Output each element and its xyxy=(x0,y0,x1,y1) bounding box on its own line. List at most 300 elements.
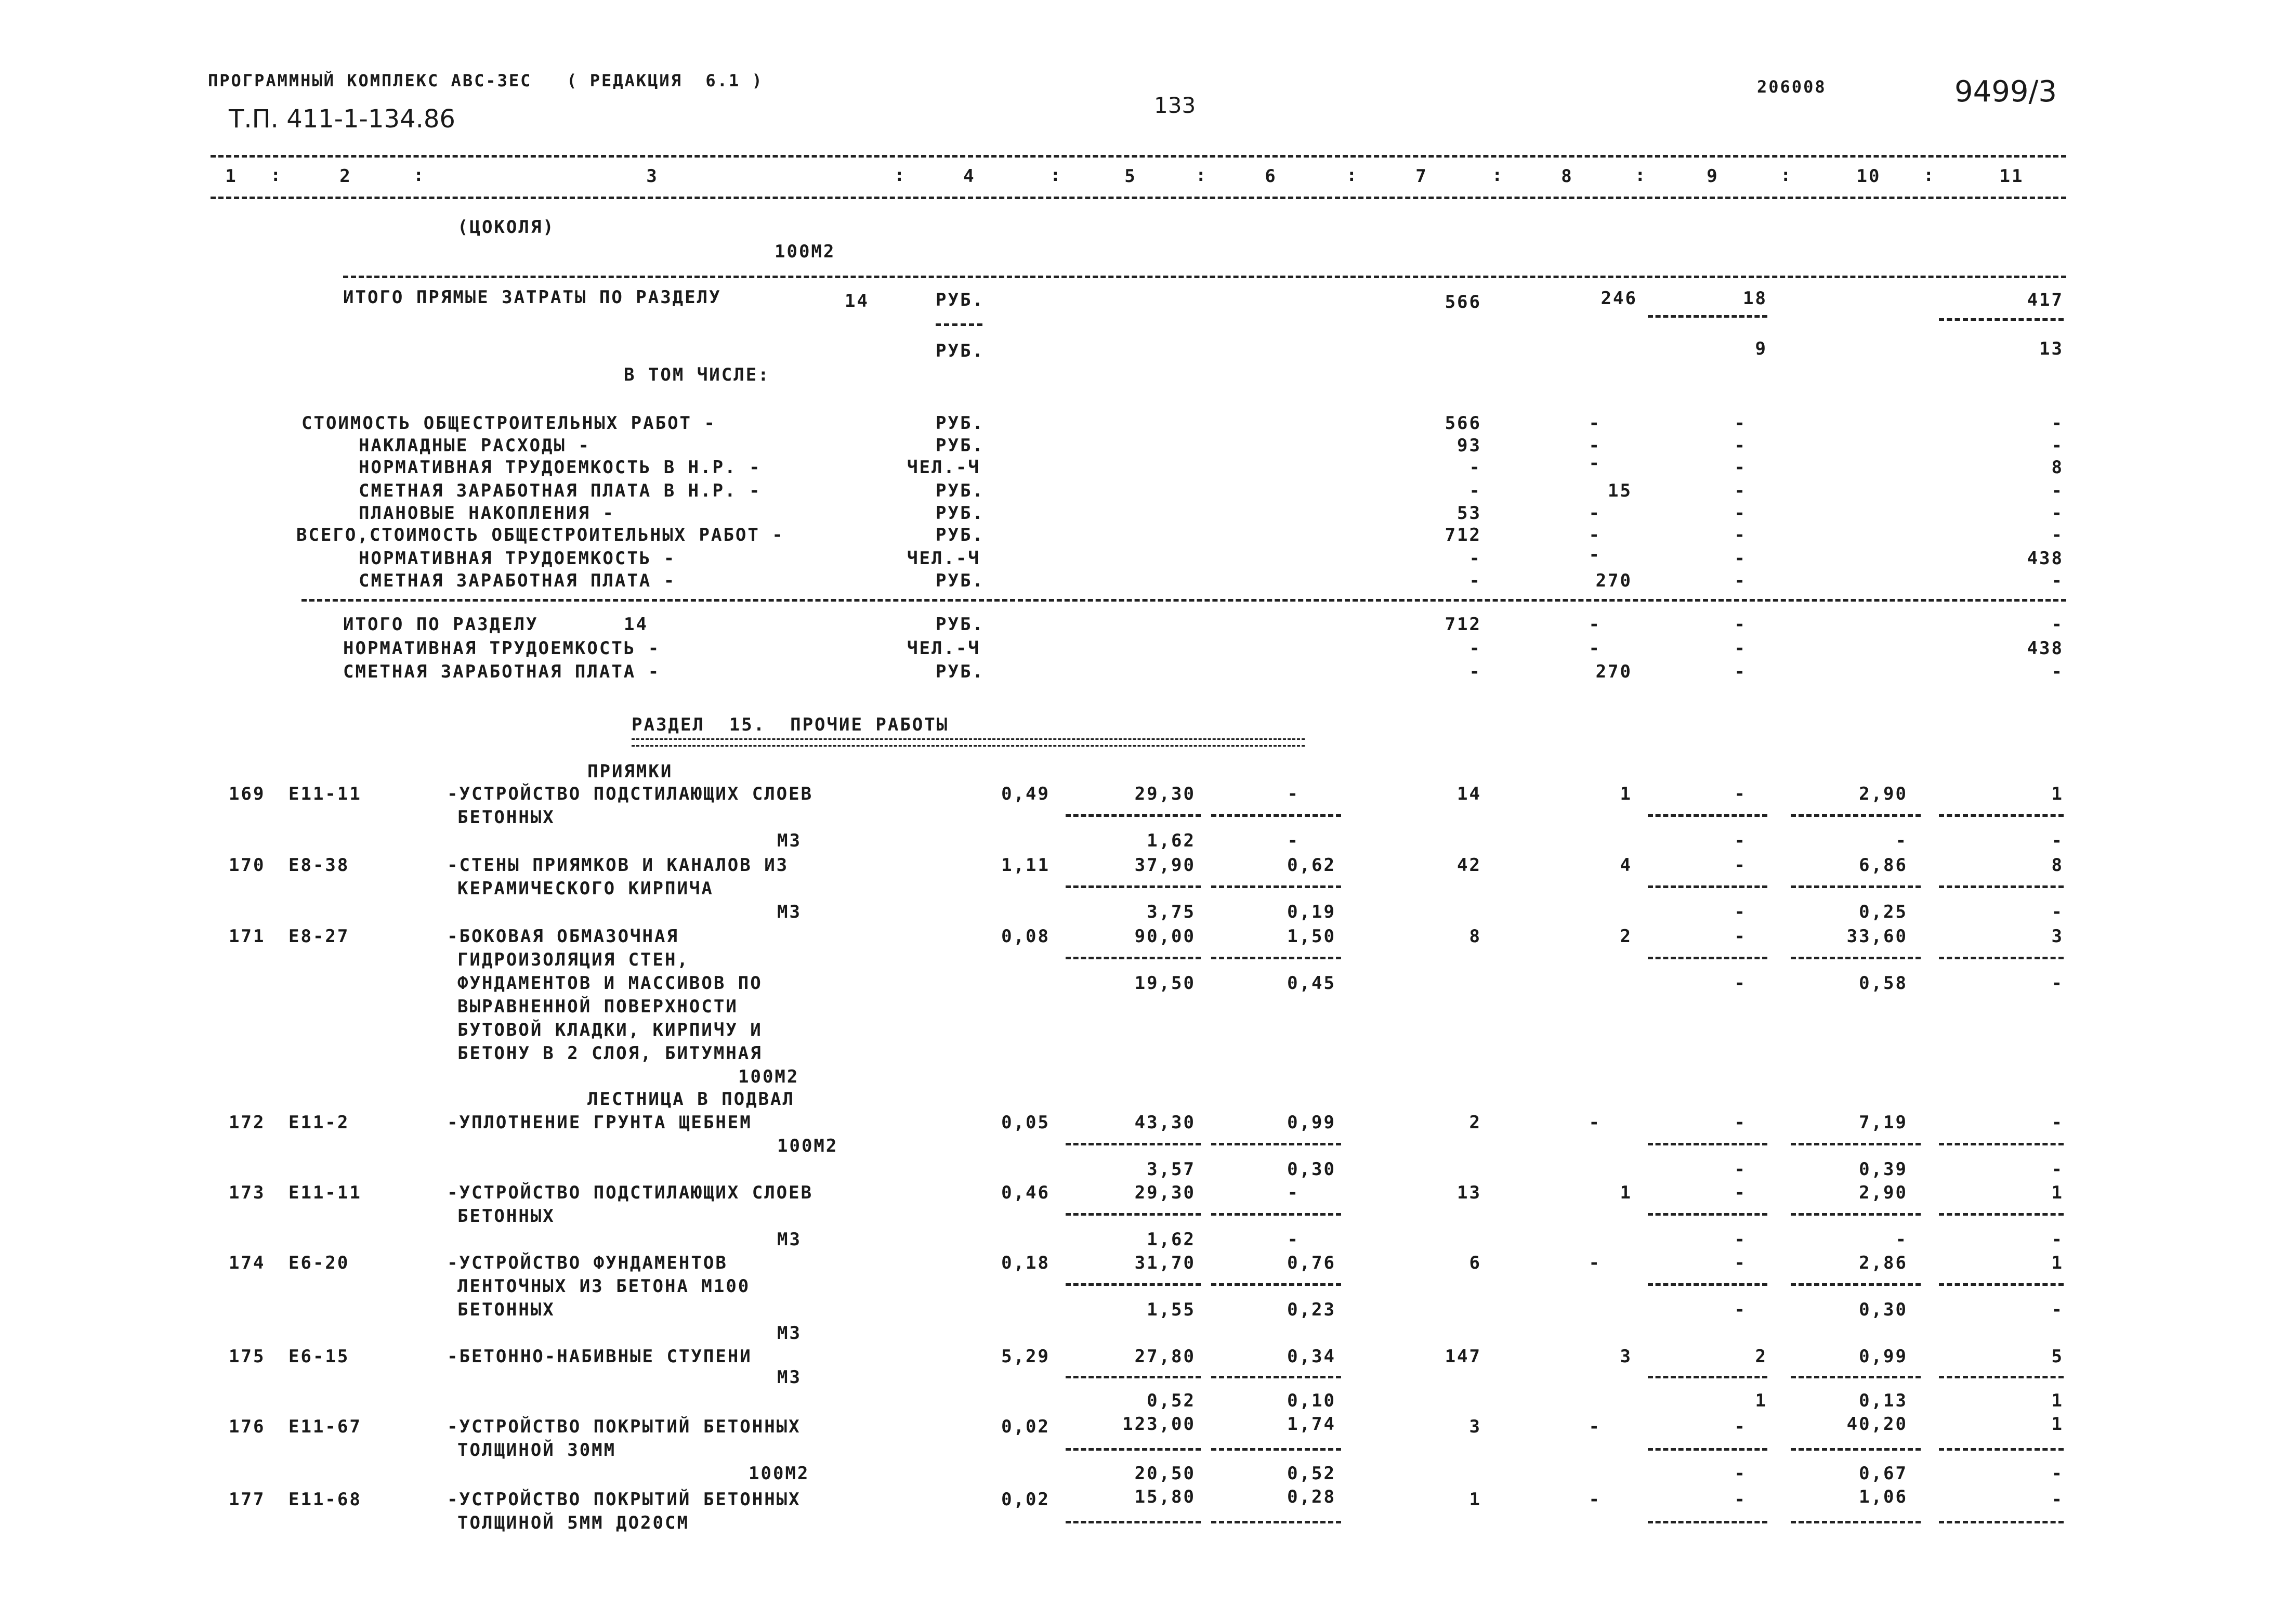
incl-c7: - xyxy=(1469,480,1481,501)
col-header: 7 xyxy=(1415,166,1428,187)
work-description: БУТОВОЙ КЛАДКИ, КИРПИЧУ И xyxy=(457,1020,763,1040)
quantity: 0,02 xyxy=(1001,1416,1050,1437)
labor-machine-total: - xyxy=(2051,830,2064,851)
total-machine: - xyxy=(1734,855,1747,876)
labor-unit: 2,86 xyxy=(1859,1253,1908,1273)
labor-machine-unit: 0,58 xyxy=(1859,973,1908,994)
incl-c9: - xyxy=(1734,480,1747,501)
cell-rule xyxy=(1939,1521,2064,1523)
machine-cost: - xyxy=(1287,1182,1300,1203)
unit-cost-wage: 1,62 xyxy=(1147,1229,1196,1250)
incl-c11: - xyxy=(2051,503,2064,524)
incl-c11: - xyxy=(2051,525,2064,545)
incl-unit: ЧЕЛ.-Ч xyxy=(907,457,980,478)
section-labor-c11: 438 xyxy=(2027,638,2064,659)
section-total-rule xyxy=(301,599,2066,602)
machine-cost: 1,50 xyxy=(1287,926,1336,947)
labor-total: 8 xyxy=(2051,855,2064,876)
work-unit: М3 xyxy=(777,830,802,851)
total-cost: 1 xyxy=(1469,1489,1481,1510)
section-labor-c7: - xyxy=(1469,638,1481,659)
section-wage-c11: - xyxy=(2051,661,2064,682)
rate-code: Е11-2 xyxy=(288,1112,350,1133)
work-unit: М3 xyxy=(777,902,802,922)
labor-unit: 2,90 xyxy=(1859,1182,1908,1203)
col-header: 5 xyxy=(1124,166,1137,187)
total-machine-wage: - xyxy=(1734,902,1747,922)
row-number: 175 xyxy=(229,1346,266,1367)
row-number: 176 xyxy=(229,1416,266,1437)
labor-machine-unit: 0,13 xyxy=(1859,1390,1908,1411)
total-machine-wage: - xyxy=(1734,1159,1747,1180)
cell-rule xyxy=(1648,814,1767,817)
total-wage: 4 xyxy=(1620,855,1632,876)
incl-c11: 8 xyxy=(2051,457,2064,478)
labor-machine-unit: 0,39 xyxy=(1859,1159,1908,1180)
quantity: 0,46 xyxy=(1001,1182,1050,1203)
cell-rule xyxy=(1211,1521,1341,1523)
unit-cost: 29,30 xyxy=(1134,1182,1196,1203)
labor-total: - xyxy=(2051,1489,2064,1510)
section-total-num: 14 xyxy=(624,614,648,635)
incl-c9: - xyxy=(1734,525,1747,545)
cell-rule xyxy=(1648,1213,1767,1216)
section-total-unit: РУБ. xyxy=(936,614,985,635)
row-number: 173 xyxy=(229,1182,266,1203)
incl-c8: - xyxy=(1589,435,1601,456)
cell-rule xyxy=(1791,885,1921,888)
cell-rule xyxy=(1066,814,1201,817)
section-total-c8: - xyxy=(1589,614,1601,635)
quantity: 1,11 xyxy=(1001,855,1050,876)
cell-rule xyxy=(1939,1376,2064,1378)
incl-unit: РУБ. xyxy=(936,480,985,501)
unit-cost-wage: 3,75 xyxy=(1147,902,1196,922)
section-15-underline xyxy=(632,738,1305,747)
program-title: ПРОГРАММНЫЙ КОМПЛЕКС АВС-3ЕС ( РЕДАКЦИЯ 6.1 ) xyxy=(208,71,764,90)
page-number: 133 xyxy=(1154,93,1196,118)
unit-cost: 90,00 xyxy=(1134,926,1196,947)
row-number: 169 xyxy=(229,784,266,804)
work-description: -УСТРОЙСТВО ПОДСТИЛАЮЩИХ СЛОЕВ xyxy=(447,1182,814,1203)
section-total-c9: - xyxy=(1734,614,1747,635)
c11-underline xyxy=(1939,318,2064,321)
total-machine: - xyxy=(1734,1112,1747,1133)
unit-cost-wage: 0,52 xyxy=(1147,1390,1196,1411)
incl-c7: 93 xyxy=(1457,435,1481,456)
total-c9: 18 xyxy=(1743,288,1767,309)
total-cost: 2 xyxy=(1469,1112,1481,1133)
total-machine-wage: - xyxy=(1734,1463,1747,1484)
incl-label: ПЛАНОВЫЕ НАКОПЛЕНИЯ - xyxy=(359,503,615,524)
cell-rule xyxy=(1211,1448,1341,1451)
total-cost: 42 xyxy=(1457,855,1481,876)
cell-rule xyxy=(1791,957,1921,959)
labor-total: 1 xyxy=(2051,1414,2064,1435)
incl-c7: - xyxy=(1469,457,1481,478)
total-machine-wage: - xyxy=(1734,830,1747,851)
section-15-title: РАЗДЕЛ 15. ПРОЧИЕ РАБОТЫ xyxy=(632,714,949,735)
section-labor-c9: - xyxy=(1734,638,1747,659)
cell-rule xyxy=(1066,957,1201,959)
col-separator: : xyxy=(1050,165,1062,186)
machine-cost: 0,62 xyxy=(1287,855,1336,876)
including-label: В ТОМ ЧИСЛЕ: xyxy=(624,364,770,385)
row-number: 177 xyxy=(229,1489,266,1510)
total-section-num: 14 xyxy=(845,291,869,311)
total-machine-wage: - xyxy=(1734,973,1747,994)
incl-c7: 566 xyxy=(1445,413,1481,434)
quantity: 0,05 xyxy=(1001,1112,1050,1133)
incl-label: ВСЕГО,СТОИМОСТЬ ОБЩЕСТРОИТЕЛЬНЫХ РАБОТ - xyxy=(296,525,784,545)
unit-cost: 29,30 xyxy=(1134,784,1196,804)
incl-unit: РУБ. xyxy=(936,570,985,591)
labor-machine-total: - xyxy=(2051,902,2064,922)
section-wage-c8: 270 xyxy=(1595,661,1632,682)
cell-rule xyxy=(1648,1521,1767,1523)
work-description: -УСТРОЙСТВО ФУНДАМЕНТОВ xyxy=(447,1253,728,1273)
cell-rule xyxy=(1939,1143,2064,1145)
incl-c8: - xyxy=(1589,544,1601,565)
unit-underline xyxy=(936,323,982,326)
incl-label: НОРМАТИВНАЯ ТРУДОЕМКОСТЬ - xyxy=(359,548,676,569)
cell-rule xyxy=(1211,1376,1341,1378)
labor-machine-total: - xyxy=(2051,1299,2064,1320)
work-description: БЕТОННЫХ xyxy=(457,1206,555,1227)
machine-cost: 0,28 xyxy=(1287,1487,1336,1507)
incl-c11: - xyxy=(2051,435,2064,456)
machine-wage: 0,23 xyxy=(1287,1299,1336,1320)
col-header: 6 xyxy=(1265,166,1277,187)
total-machine: 2 xyxy=(1755,1346,1767,1367)
machine-wage: 0,52 xyxy=(1287,1463,1336,1484)
total-machine: - xyxy=(1734,784,1747,804)
incl-label: СМЕТНАЯ ЗАРАБОТНАЯ ПЛАТА - xyxy=(359,570,676,591)
labor-machine-total: - xyxy=(2051,1463,2064,1484)
cell-rule xyxy=(1066,1143,1201,1145)
sub-c11: 13 xyxy=(2039,338,2064,359)
labor-unit: 1,06 xyxy=(1859,1487,1908,1507)
col-header: 10 xyxy=(1856,166,1881,187)
cell-rule xyxy=(1648,885,1767,888)
work-description: -УСТРОЙСТВО ПОДСТИЛАЮЩИХ СЛОЕВ xyxy=(447,784,814,804)
incl-c8: - xyxy=(1589,525,1601,545)
incl-c7: 53 xyxy=(1457,503,1481,524)
incl-c9: - xyxy=(1734,503,1747,524)
col-header: 8 xyxy=(1561,166,1573,187)
work-description: -УСТРОЙСТВО ПОКРЫТИЙ БЕТОННЫХ xyxy=(447,1416,801,1437)
rate-code: Е6-20 xyxy=(288,1253,350,1273)
cell-rule xyxy=(1791,1143,1921,1145)
incl-c9: - xyxy=(1734,570,1747,591)
labor-machine-unit: - xyxy=(1895,1229,1908,1250)
work-description: -СТЕНЫ ПРИЯМКОВ И КАНАЛОВ ИЗ xyxy=(447,855,789,876)
work-description: ГИДРОИЗОЛЯЦИЯ СТЕН, xyxy=(457,949,689,970)
labor-machine-unit: 0,25 xyxy=(1859,902,1908,922)
total-cost: 147 xyxy=(1445,1346,1481,1367)
row-number: 171 xyxy=(229,926,266,947)
section-total-label: ИТОГО ПО РАЗДЕЛУ xyxy=(343,614,539,635)
section-labor-label: НОРМАТИВНАЯ ТРУДОЕМКОСТЬ - xyxy=(343,638,661,659)
work-unit: М3 xyxy=(777,1367,802,1388)
col-separator: : xyxy=(1635,165,1647,186)
cell-rule xyxy=(1648,1143,1767,1145)
section-total-c7: 712 xyxy=(1445,614,1481,635)
cell-rule xyxy=(1066,1213,1201,1216)
cell-rule xyxy=(1791,814,1921,817)
col-header: 4 xyxy=(963,166,976,187)
work-description: КЕРАМИЧЕСКОГО КИРПИЧА xyxy=(457,878,714,899)
cell-rule xyxy=(1066,1283,1201,1286)
work-unit: 100М2 xyxy=(777,1136,838,1156)
labor-unit: 33,60 xyxy=(1846,926,1908,947)
work-description: -БЕТОННО-НАБИВНЫЕ СТУПЕНИ xyxy=(447,1346,752,1367)
cell-rule xyxy=(1939,1213,2064,1216)
cell-rule xyxy=(1211,1283,1341,1286)
work-description: ЛЕНТОЧНЫХ ИЗ БЕТОНА М100 xyxy=(457,1276,751,1297)
total-cost: 6 xyxy=(1469,1253,1481,1273)
incl-c8: 15 xyxy=(1608,480,1632,501)
work-description: -УСТРОЙСТВО ПОКРЫТИЙ БЕТОННЫХ xyxy=(447,1489,801,1510)
total-machine-wage: - xyxy=(1734,1229,1747,1250)
section-wage-c7: - xyxy=(1469,661,1481,682)
work-unit: М3 xyxy=(777,1323,802,1344)
cell-rule xyxy=(1066,1521,1201,1523)
incl-c7: - xyxy=(1469,548,1481,569)
labor-total: 3 xyxy=(2051,926,2064,947)
incl-c11: - xyxy=(2051,480,2064,501)
col-separator: : xyxy=(1196,165,1208,186)
section-total-c11: - xyxy=(2051,614,2064,635)
incl-unit: РУБ. xyxy=(936,413,985,434)
total-wage: - xyxy=(1589,1489,1601,1510)
labor-total: 5 xyxy=(2051,1346,2064,1367)
cell-rule xyxy=(1648,1448,1767,1451)
cell-rule xyxy=(1939,885,2064,888)
quantity: 5,29 xyxy=(1001,1346,1050,1367)
incl-c9: - xyxy=(1734,548,1747,569)
quantity: 0,49 xyxy=(1001,784,1050,804)
header-rule-top xyxy=(211,155,2066,158)
cell-rule xyxy=(1939,1448,2064,1451)
cell-rule xyxy=(1791,1521,1921,1523)
cell-rule xyxy=(1791,1213,1921,1216)
col-separator: : xyxy=(1923,165,1936,186)
section-labor-unit: ЧЕЛ.-Ч xyxy=(907,638,980,659)
incl-label: СТОИМОСТЬ ОБЩЕСТРОИТЕЛЬНЫХ РАБОТ - xyxy=(301,413,716,434)
incl-label: НОРМАТИВНАЯ ТРУДОЕМКОСТЬ В Н.Р. - xyxy=(359,457,762,478)
sub-unit: РУБ. xyxy=(936,341,985,361)
cell-rule xyxy=(1939,814,2064,817)
incl-c9: - xyxy=(1734,413,1747,434)
cell-rule xyxy=(1939,957,2064,959)
row-number: 170 xyxy=(229,855,266,876)
incl-unit: РУБ. xyxy=(936,525,985,545)
col-header: 2 xyxy=(339,166,352,187)
incl-c8: - xyxy=(1589,503,1601,524)
total-machine: - xyxy=(1734,926,1747,947)
labor-unit: 40,20 xyxy=(1846,1414,1908,1435)
incl-c8: - xyxy=(1589,453,1601,474)
rate-code: Е11-67 xyxy=(288,1416,362,1437)
cell-rule xyxy=(1211,1213,1341,1216)
work-description: -БОКОВАЯ ОБМАЗОЧНАЯ xyxy=(447,926,679,947)
labor-total: - xyxy=(2051,1112,2064,1133)
incl-c9: - xyxy=(1734,457,1747,478)
doc-number: 206008 xyxy=(1757,77,1827,97)
unit-cost: 31,70 xyxy=(1134,1253,1196,1273)
machine-cost: 0,34 xyxy=(1287,1346,1336,1367)
cell-rule xyxy=(1211,814,1341,817)
labor-total: 1 xyxy=(2051,1182,2064,1203)
labor-machine-total: - xyxy=(2051,973,2064,994)
incl-c8: - xyxy=(1589,413,1601,434)
col-header: 3 xyxy=(646,166,659,187)
total-unit: РУБ. xyxy=(936,290,985,310)
col-separator: : xyxy=(894,165,907,186)
unit-cost: 15,80 xyxy=(1134,1487,1196,1507)
total-c8: 246 xyxy=(1600,288,1637,309)
unit-cost: 27,80 xyxy=(1134,1346,1196,1367)
cell-rule xyxy=(1791,1283,1921,1286)
total-cost: 8 xyxy=(1469,926,1481,947)
machine-cost: 1,74 xyxy=(1287,1414,1336,1435)
work-unit: М3 xyxy=(777,1229,802,1250)
total-machine: - xyxy=(1734,1416,1747,1437)
unit-cost-wage: 19,50 xyxy=(1134,973,1196,994)
sheet-number: 9499/3 xyxy=(1954,75,2057,109)
cell-rule xyxy=(1791,1376,1921,1378)
unit-cost-wage: 1,62 xyxy=(1147,830,1196,851)
machine-cost: 0,99 xyxy=(1287,1112,1336,1133)
labor-unit: 6,86 xyxy=(1859,855,1908,876)
cell-rule xyxy=(1066,1448,1201,1451)
total-c7: 566 xyxy=(1445,292,1481,312)
col-separator: : xyxy=(413,165,426,186)
labor-unit: 0,99 xyxy=(1859,1346,1908,1367)
col-header: 9 xyxy=(1707,166,1719,187)
rate-code: Е6-15 xyxy=(288,1346,350,1367)
col-separator: : xyxy=(1492,165,1504,186)
work-unit: 100М2 xyxy=(738,1066,799,1087)
row-number: 174 xyxy=(229,1253,266,1273)
work-description: БЕТОНУ В 2 СЛОЯ, БИТУМНАЯ xyxy=(457,1043,763,1064)
machine-wage: 0,45 xyxy=(1287,973,1336,994)
machine-wage: 0,30 xyxy=(1287,1159,1336,1180)
unit-cost: 123,00 xyxy=(1122,1414,1196,1435)
machine-cost: 0,76 xyxy=(1287,1253,1336,1273)
labor-machine-total: - xyxy=(2051,1159,2064,1180)
rate-code: Е8-38 xyxy=(288,855,350,876)
total-wage: - xyxy=(1589,1416,1601,1437)
col-separator: : xyxy=(1346,165,1359,186)
total-wage: 1 xyxy=(1620,1182,1632,1203)
machine-wage: 0,19 xyxy=(1287,902,1336,922)
doc-code: Т.П. 411-1-134.86 xyxy=(229,105,455,134)
unit-cost: 37,90 xyxy=(1134,855,1196,876)
total-cost: 14 xyxy=(1457,784,1481,804)
unit-cost-wage: 20,50 xyxy=(1134,1463,1196,1484)
total-wage: - xyxy=(1589,1253,1601,1273)
header-rule-bottom xyxy=(211,197,2066,199)
total-machine: - xyxy=(1734,1489,1747,1510)
incl-c8: 270 xyxy=(1595,570,1632,591)
c9-underline xyxy=(1648,315,1767,318)
work-description: ТОЛЩИНОЙ 30ММ xyxy=(457,1440,616,1461)
total-cost: 3 xyxy=(1469,1416,1481,1437)
section-wage-unit: РУБ. xyxy=(936,661,985,682)
unit-cost-wage: 1,55 xyxy=(1147,1299,1196,1320)
unit-cost-wage: 3,57 xyxy=(1147,1159,1196,1180)
labor-unit: 2,90 xyxy=(1859,784,1908,804)
total-machine-wage: 1 xyxy=(1755,1390,1767,1411)
section-wage-label: СМЕТНАЯ ЗАРАБОТНАЯ ПЛАТА - xyxy=(343,661,661,682)
prev-item-unit: 100М2 xyxy=(775,241,836,262)
col-separator: : xyxy=(270,165,283,186)
total-wage: 3 xyxy=(1620,1346,1632,1367)
cell-rule xyxy=(1791,1448,1921,1451)
section-labor-c8: - xyxy=(1589,638,1601,659)
col-separator: : xyxy=(1780,165,1793,186)
work-description: -УПЛОТНЕНИЕ ГРУНТА ЩЕБНЕМ xyxy=(447,1112,752,1133)
unit-cost: 43,30 xyxy=(1134,1112,1196,1133)
labor-total: 1 xyxy=(2051,784,2064,804)
work-description: ТОЛЩИНОЙ 5ММ ДО20СМ xyxy=(457,1513,689,1533)
total-wage: 2 xyxy=(1620,926,1632,947)
incl-unit: РУБ. xyxy=(936,435,985,456)
summary-rule xyxy=(343,276,2066,278)
labor-machine-unit: 0,30 xyxy=(1859,1299,1908,1320)
cell-rule xyxy=(1648,1376,1767,1378)
work-description: БЕТОННЫХ xyxy=(457,1299,555,1320)
work-description: ФУНДАМЕНТОВ И МАССИВОВ ПО xyxy=(457,973,763,994)
cell-rule xyxy=(1211,1143,1341,1145)
quantity: 0,02 xyxy=(1001,1489,1050,1510)
rate-code: Е11-11 xyxy=(288,1182,362,1203)
machine-wage: - xyxy=(1287,830,1300,851)
labor-unit: 7,19 xyxy=(1859,1112,1908,1133)
machine-wage: - xyxy=(1287,1229,1300,1250)
incl-c7: - xyxy=(1469,570,1481,591)
total-wage: 1 xyxy=(1620,784,1632,804)
machine-wage: 0,10 xyxy=(1287,1390,1336,1411)
work-unit: 100М2 xyxy=(749,1463,810,1484)
total-wage: - xyxy=(1589,1112,1601,1133)
incl-c11: 438 xyxy=(2027,548,2064,569)
total-machine: - xyxy=(1734,1182,1747,1203)
cell-rule xyxy=(1648,1283,1767,1286)
total-cost: 13 xyxy=(1457,1182,1481,1203)
cell-rule xyxy=(1939,1283,2064,1286)
col-header: 11 xyxy=(1999,166,2024,187)
rate-code: Е8-27 xyxy=(288,926,350,947)
total-machine-wage: - xyxy=(1734,1299,1747,1320)
prev-item-tail: (ЦОКОЛЯ) xyxy=(457,217,555,238)
incl-label: СМЕТНАЯ ЗАРАБОТНАЯ ПЛАТА В Н.Р. - xyxy=(359,480,762,501)
incl-label: НАКЛАДНЫЕ РАСХОДЫ - xyxy=(359,435,591,456)
group-title-pits: ПРИЯМКИ xyxy=(587,761,673,782)
rate-code: Е11-68 xyxy=(288,1489,362,1510)
labor-total: 1 xyxy=(2051,1253,2064,1273)
incl-c9: - xyxy=(1734,435,1747,456)
incl-unit: РУБ. xyxy=(936,503,985,524)
cell-rule xyxy=(1648,957,1767,959)
work-description: ВЫРАВНЕННОЙ ПОВЕРХНОСТИ xyxy=(457,996,738,1017)
cell-rule xyxy=(1066,885,1201,888)
sub-c9: 9 xyxy=(1755,338,1767,359)
work-description: БЕТОННЫХ xyxy=(457,807,555,828)
incl-unit: ЧЕЛ.-Ч xyxy=(907,548,980,569)
